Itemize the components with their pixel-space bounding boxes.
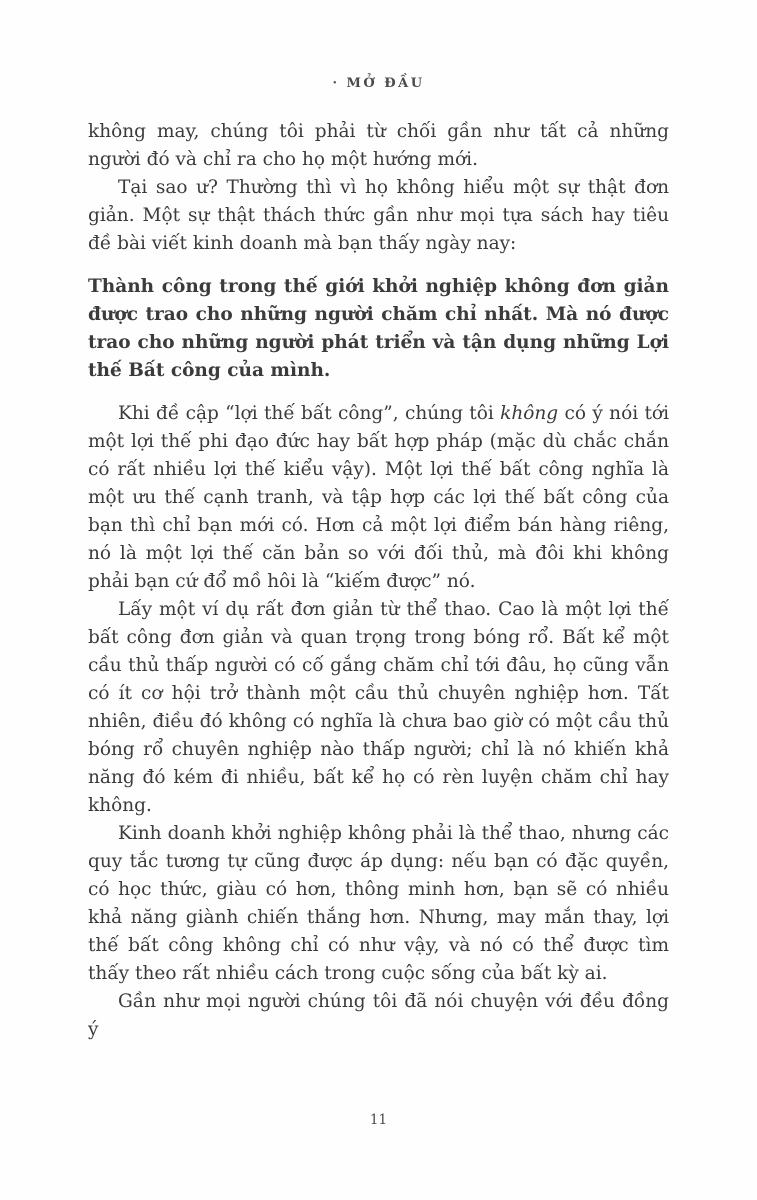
body-paragraph	[88, 174, 669, 258]
emphasis-paragraph	[88, 273, 669, 385]
text-segment: Lấy một ví dụ rất đơn giản từ thể thao. Cao là một lợi thế bất công đơn giản và quan trọng trong bóng rổ. Bất kể một cầu thủ thấp người có cố gắng chăm chỉ tới đâu, họ cũng vẫn có ít cơ hội trở thành một cầu thủ chuyên nghiệp hơn. Tất nhiên, điều đó không có nghĩa là chưa bao giờ có một cầu thủ bóng rổ chuyên nghiệp nào thấp người; chỉ là nó khiến khả năng đó kém đi nhiều, bất kể họ có rèn luyện chăm chỉ hay không.	[88, 599, 669, 816]
text-segment: Tại sao ư? Thường thì vì họ không hiểu một sự thật đơn giản. Một sự thật thách thức gần như mọi tựa sách hay tiêu đề bài viết kinh doanh mà bạn thấy ngày nay:	[88, 177, 669, 254]
body-paragraph	[88, 400, 669, 596]
text-segment: Thành công trong thế giới khởi nghiệp không đơn giản được trao cho những người chăm chỉ nhất. Mà nó được trao cho những người phát triển và tận dụng những Lợi thế Bất công của mình.	[88, 276, 669, 381]
body-paragraph	[88, 820, 669, 988]
text-segment: Gần như mọi người chúng tôi đã nói chuyện với đều đồng ý	[88, 991, 669, 1040]
italic-text: không	[500, 403, 559, 424]
text-segment: Khi đề cập “lợi thế bất công”, chúng tôi	[118, 403, 501, 424]
body-paragraph	[88, 988, 669, 1044]
text-segment: có ý nói tới một lợi thế phi đạo đức hay bất hợp pháp (mặc dù chắc chắn có rất nhiều lợi thế kiểu vậy). Một lợi thế bất công nghĩa là một ưu thế cạnh tranh, và tập hợp các lợi thế bất công của bạn thì chỉ bạn mới có. Hơn cả một lợi điểm bán hàng riêng, nó là một lợi thế căn bản so với đối thủ, mà đôi khi không phải bạn cứ đổ mồ hôi là “kiếm được” nó.	[88, 403, 669, 592]
text-segment: Kinh doanh khởi nghiệp không phải là thể thao, nhưng các quy tắc tương tự cũng được áp dụng: nếu bạn có đặc quyền, có học thức, giàu có hơn, thông minh hơn, bạn sẽ có nhiều khả năng giành chiến thắng hơn. Nhưng, may mắn thay, lợi thế bất công không chỉ có như vậy, và nó có thể được tìm thấy theo rất nhiều cách trong cuộc sống của bất kỳ ai.	[88, 823, 669, 984]
body-paragraph	[88, 118, 669, 174]
running-header: · MỞ ĐẦU	[332, 76, 425, 91]
body-paragraph	[88, 596, 669, 820]
text-segment: không may, chúng tôi phải từ chối gần như tất cả những người đó và chỉ ra cho họ một hướng mới.	[88, 121, 669, 170]
text-block	[88, 118, 669, 1044]
page-number: 11	[369, 1112, 388, 1128]
